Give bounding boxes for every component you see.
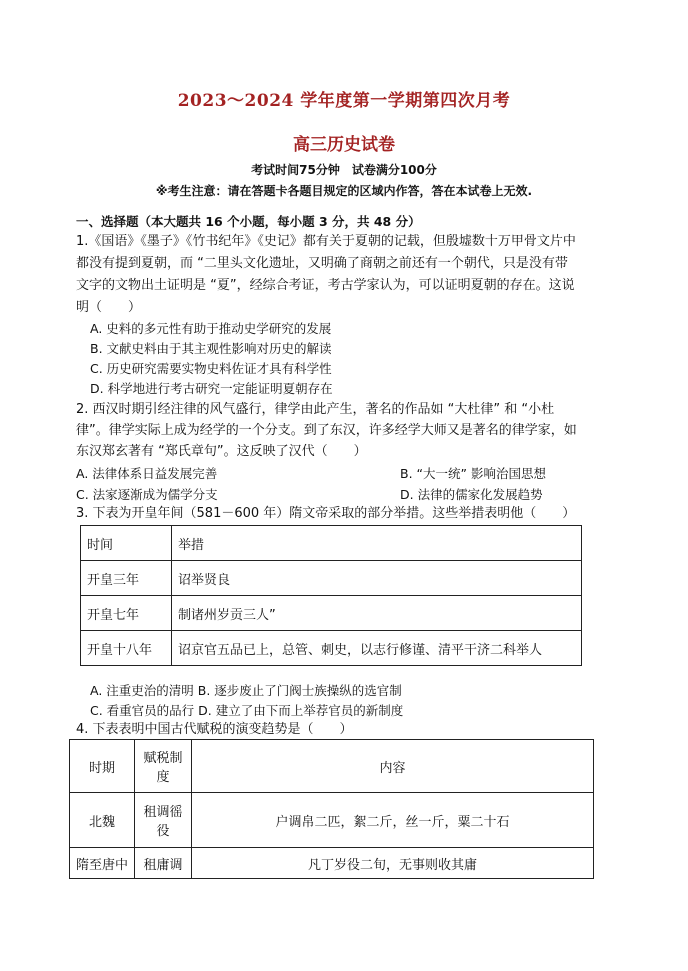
q1-option-a: A. 史料的多元性有助于推动史学研究的发展 — [90, 321, 332, 336]
exam-title: 2023～2024 学年度第一学期第四次月考 — [177, 91, 511, 111]
table-cell: 开皇三年 — [81, 561, 172, 596]
q4-stem: 4. 下表表明中国古代赋税的演变趋势是（ ） — [76, 722, 353, 737]
q1-option-c: C. 历史研究需要实物史料佐证才具有科学性 — [90, 361, 332, 376]
table-cell: 户调帛二匹，絮二斤，丝一斤，粟二十石 — [192, 793, 594, 848]
table-header-row — [81, 526, 582, 561]
table-cell: 诏举贤良 — [172, 561, 582, 596]
q1-line: 明（ ） — [76, 300, 142, 315]
exam-info: 考试时间75分钟 试卷满分100分 — [251, 163, 437, 177]
table-row — [70, 848, 594, 879]
table-cell: 隋至唐中 — [70, 848, 135, 879]
table-cell: 租调徭役 — [135, 793, 192, 848]
q3-option-ab: A. 注重吏治的清明 B. 逐步废止了门阀士族操纵的选官制 — [90, 683, 402, 698]
q1-line: 1.《国语》《墨子》《竹书纪年》《史记》都有关于夏朝的记载，但殷墟数十万甲骨文片中 — [76, 234, 576, 249]
table-header-cell: 内容 — [192, 740, 594, 793]
table-cell: 开皇七年 — [81, 596, 172, 631]
q3-stem: 3. 下表为开皇年间（581－600 年）隋文帝采取的部分举措。这些举措表明他（ ） — [76, 506, 576, 521]
q2-option-b: B. “大一统” 影响治国思想 — [400, 466, 546, 481]
table-row — [70, 793, 594, 848]
q3-table — [80, 525, 582, 666]
q2-line: 2. 西汉时期引经注律的风气盛行，律学由此产生，著名的作品如 “大杜律” 和 “小杜 — [76, 402, 555, 417]
q4-table — [69, 739, 594, 879]
q2-line: 东汉郑玄著有 “郑氏章句”。这反映了汉代（ ） — [76, 444, 367, 459]
q1-option-b: B. 文献史料由于其主观性影响对历史的解读 — [90, 341, 332, 356]
q3-option-cd: C. 看重官员的品行 D. 建立了由下而上举荐官员的新制度 — [90, 703, 404, 718]
table-header-cell: 时期 — [70, 740, 135, 793]
table-header-cell: 举措 — [172, 526, 582, 561]
table-row — [81, 596, 582, 631]
table-cell: 开皇十八年 — [81, 631, 172, 666]
q2-option-c: C. 法家逐渐成为儒学分支 — [76, 487, 218, 502]
table-header-cell: 赋税制度 — [135, 740, 192, 793]
table-header-row — [70, 740, 594, 793]
table-header-cell: 时间 — [81, 526, 172, 561]
q2-option-a: A. 法律体系日益发展完善 — [76, 466, 218, 481]
q2-line: 律”。律学实际上成为经学的一个分支。到了东汉，许多经学大师又是著名的律学家，如 — [76, 423, 577, 438]
q1-line: 文字的文物出土证明是 “夏”，经综合考证，考古学家认为，可以证明夏朝的存在。这说 — [76, 278, 575, 293]
section-title: 一、选择题（本大题共 16 个小题，每小题 3 分，共 48 分） — [76, 214, 421, 229]
exam-subtitle: 高三历史试卷 — [293, 135, 395, 155]
table-cell: 凡丁岁役二旬，无事则收其庸 — [192, 848, 594, 879]
table-row — [81, 631, 582, 666]
exam-notice: ※考生注意：请在答题卡各题目规定的区域内作答，答在本试卷上无效. — [155, 184, 533, 198]
table-row — [81, 561, 582, 596]
table-cell: 制诸州岁贡三人” — [172, 596, 582, 631]
q2-option-d: D. 法律的儒家化发展趋势 — [400, 487, 543, 502]
table-cell: 租庸调 — [135, 848, 192, 879]
table-cell: 北魏 — [70, 793, 135, 848]
table-cell: 诏京官五品已上，总管、刺史，以志行修谨、清平干济二科举人 — [172, 631, 582, 666]
q1-line: 都没有提到夏朝，而 “二里头文化遗址，又明确了商朝之前还有一个朝代，只是没有带 — [76, 256, 568, 271]
q1-option-d: D. 科学地进行考古研究一定能证明夏朝存在 — [90, 381, 333, 396]
